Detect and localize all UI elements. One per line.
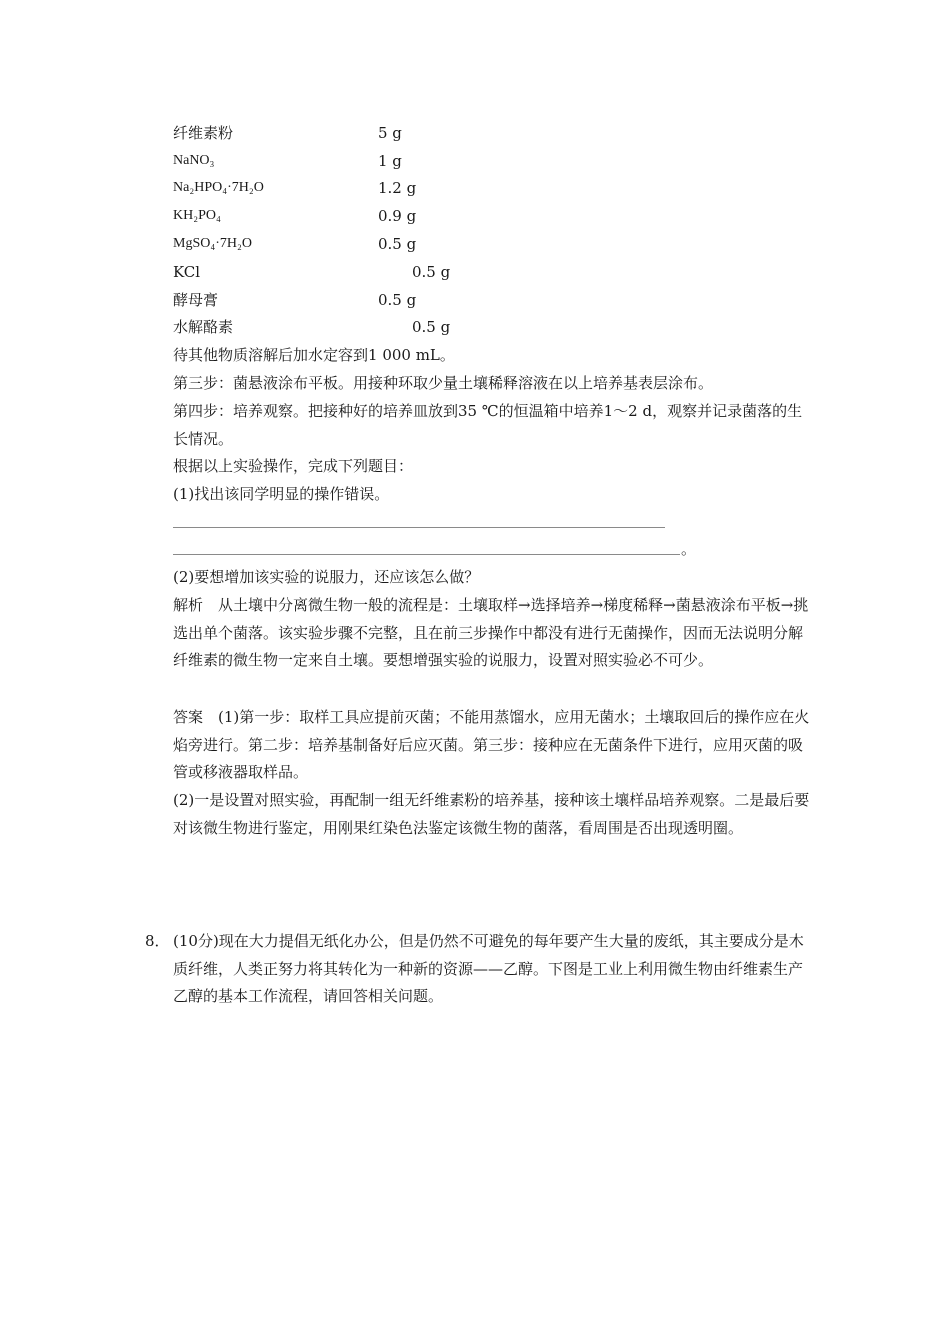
ingredient-amount: 0.5 g [412,318,451,336]
ingredient-name: 酵母膏 [173,291,219,309]
step-three: 第三步：菌悬液涂布平板。用接种环取少量土壤稀释溶液在以上培养基表层涂布。 [173,374,714,392]
ingredient-amount: 1.2 g [378,179,417,197]
water-line: 待其他物质溶解后加水定容到1 000 mL。 [173,346,455,364]
question-one: (1)找出该同学明显的操作错误。 [173,485,390,503]
question-intro: 根据以上实验操作，完成下列题目： [173,457,414,475]
answer-blank-line [173,554,680,555]
ingredient-amount: 0.5 g [378,291,417,309]
ingredient-name: KCl [173,263,201,281]
ingredient-amount: 0.9 g [378,207,417,225]
ingredient-name: NaNO₃ [173,153,215,168]
ingredient-name: 水解酪素 [173,318,234,336]
question-eight-number: 8． [145,932,170,950]
ingredient-amount: 1 g [378,152,402,170]
ingredient-amount: 0.5 g [412,263,451,281]
ingredient-name: MgSO₄·7H₂O [173,236,252,251]
ingredient-amount: 5 g [378,124,402,142]
question-eight-text: (10分)现在大力提倡无纸化办公，但是仍然不可避免的每年要产生大量的废纸，其主要成分是木质纤维，人类正努力将其转化为一种新的资源——乙醇。下图是工业上利用微生物由纤维素生产乙醇的基本工作流程，请回答相关问题。 [173,932,804,1005]
ingredient-amount: 0.5 g [378,235,417,253]
answer-part-two: (2)一是设置对照实验，再配制一组无纤维素粉的培养基，接种该土壤样品培养观察。二是最后要对该微生物进行鉴定，用刚果红染色法鉴定该微生物的菌落，看周围是否出现透明圈。 [173,791,810,837]
answer-blank-line [173,527,665,528]
ingredient-name: Na₂HPO₄·7H₂O [173,180,264,195]
ingredient-name: 纤维素粉 [173,124,234,142]
step-four: 第四步：培养观察。把接种好的培养皿放到35 ℃的恒温箱中培养1～2 d，观察并记录菌落的生长情况。 [173,402,803,448]
ingredient-name: KH₂PO₄ [173,208,221,223]
analysis-text: 解析 从土壤中分离微生物一般的流程是：土壤取样→选择培养→梯度稀释→菌悬液涂布平板→挑选出单个菌落。该实验步骤不完整，且在前三步操作中都没有进行无菌操作，因而无法说明分解纤维素的微生物一定来自土壤。要想增强实验的说服力，设置对照实验必不可少。 [173,596,809,669]
answer-part-one: 答案 (1)第一步：取样工具应提前灭菌；不能用蒸馏水，应用无菌水；土壤取回后的操作应在火焰旁进行。第二步：培养基制备好后应灭菌。第三步：接种应在无菌条件下进行，应用灭菌的吸管或移液器取样品。 [173,708,810,781]
question-two: (2)要想增加该实验的说服力，还应该怎么做？ [173,568,480,586]
blank-period: 。 [681,540,697,558]
